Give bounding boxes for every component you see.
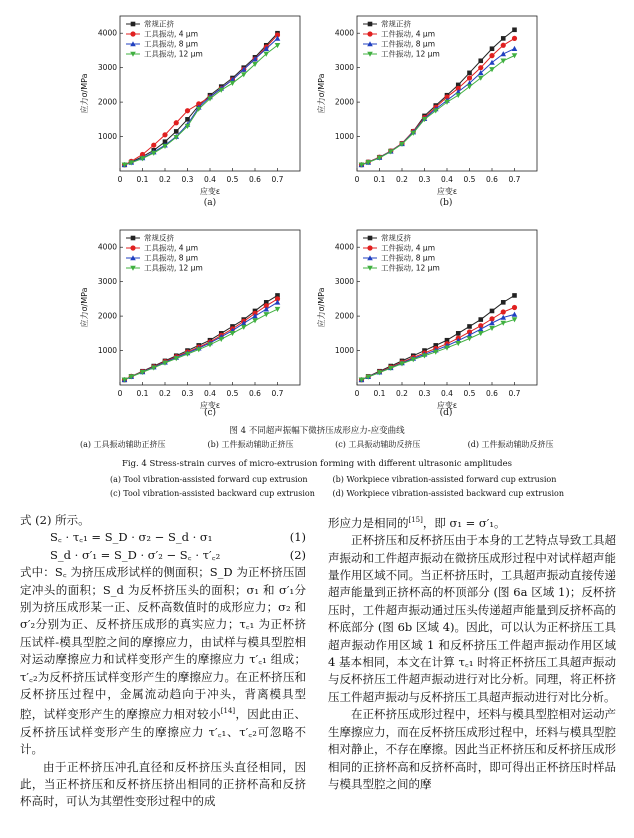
legend-label: 工件振动, 8 μm [381, 253, 436, 263]
x-tick-label: 0.6 [249, 389, 261, 398]
x-tick-label: 0.6 [486, 389, 498, 398]
series-3 [359, 317, 518, 382]
reference-14: [14] [220, 707, 236, 716]
chart-panel-d [312, 222, 552, 412]
y-axis-label: 应力σ/MPa [80, 73, 89, 114]
data-point [455, 93, 461, 98]
left-intro: 式 (2) 所示。 [20, 513, 90, 527]
x-tick-label: 0.2 [396, 175, 408, 184]
legend-marker [131, 22, 136, 27]
subcaption-cn-b: (b) 工件振动辅助正挤压 [207, 440, 294, 449]
legend-label: 工件振动, 8 μm [381, 39, 436, 49]
data-point [512, 305, 517, 310]
left-paragraph-1 [20, 564, 306, 758]
right-paragraph-1: 正杯挤压和反杯挤压由于本身的工艺特点导致工具超声振动和工件超声振动在微挤压成形过程中对试样超声能量作用区域不同。当正杯挤压时，工具超声振动直接传递超声能量到正挤杯高的杯顶部分 (图 6a 区域 1)；反杯挤压时，工件超声振动通过压头传递超声能量到反挤杯高的杯底部分 (图 6b 区域 4)。因此，可以认为正杯挤压工具超声振动作用区域 1 和反杯挤压工件超声振动作用区域 4 基本相同，本文在计算 τ꜀₁ 时将正杯挤压工具超声振动与反杯挤压工件超声振动进行对比分析。同理，将正杯挤压工件超声振动与反杯挤压工具超声振动进行对比分析。 [328, 533, 616, 704]
x-tick-label: 0.4 [204, 175, 216, 184]
x-tick-label: 0 [117, 175, 123, 184]
x-tick-label: 0 [354, 175, 360, 184]
x-tick-label: 0.1 [136, 389, 149, 398]
figure-subcaptions-cn [80, 438, 600, 452]
x-tick-label: 0.6 [486, 175, 498, 184]
data-point [467, 75, 472, 80]
legend-marker [131, 236, 136, 241]
panel-label-b: (b) [439, 198, 453, 208]
y-tick-label: 3000 [97, 277, 117, 287]
y-axis-label: 应力σ/MPa [80, 287, 89, 328]
panel-label-d: (d) [439, 408, 453, 418]
x-tick-label: 0.3 [418, 389, 431, 398]
x-tick-label: 0.7 [508, 175, 521, 184]
legend-label: 工件振动, 12 μm [381, 263, 440, 273]
data-point [467, 324, 472, 329]
chart-a [75, 8, 315, 198]
legend-marker [367, 245, 372, 250]
left-paragraph-1-tail: ，因此由正、反杯挤压试样变形产生的摩擦应力 τ′꜀₁、τ′꜀₂可忽略不计。 [20, 707, 306, 757]
figure-caption-cn: 图 4 不同超声振幅下微挤压成形应力-应变曲线 [229, 426, 405, 436]
x-tick-label: 0.2 [159, 389, 171, 398]
data-point [162, 132, 167, 137]
chart-b [312, 8, 552, 198]
legend-label: 工具振动, 12 μm [144, 263, 203, 273]
x-axis-label: 应变ε [436, 187, 458, 196]
chart-panel-a [75, 8, 315, 198]
x-axis-label: 应变ε [199, 401, 221, 410]
x-tick-label: 0.1 [373, 389, 386, 398]
panel-label-a: (a) [203, 198, 217, 208]
left-paragraph-2: 由于正杯挤压冲孔直径和反杯挤压头直径相同，因此，当正杯挤压和反杯挤压挤出相同的正挤杯高和反挤杯高时，可认为其塑性变形过程中的成 [20, 759, 306, 809]
data-point [501, 36, 506, 41]
x-tick-label: 0.2 [159, 175, 171, 184]
data-point [501, 300, 506, 305]
y-tick-label: 1000 [97, 132, 117, 142]
x-tick-label: 0.7 [271, 389, 284, 398]
legend-marker [130, 31, 135, 36]
data-point [512, 46, 518, 51]
right-paragraph-2: 在正杯挤压成形过程中，坯料与模具型腔相对运动产生摩擦应力，而在反杯挤压成形过程中，坯料与模具型腔相对静止，不存在摩擦。因此当正杯挤压和反杯挤压成形相同的正挤杯高和反挤杯高时，即可得出正杯挤压时样品与模具型腔之间的摩 [328, 707, 616, 791]
figure-caption-en: Fig. 4 Stress-strain curves of micro-extrusion forming with different ultrasonic amplitudes [121, 459, 513, 469]
data-point [230, 81, 236, 86]
data-point [512, 293, 517, 298]
x-tick-label: 0.5 [226, 389, 239, 398]
y-tick-label: 1000 [97, 346, 117, 356]
data-point [241, 325, 247, 330]
subcaption-en-c: (c) Tool vibration-assisted backward cup extrusion [110, 489, 315, 498]
legend-label: 常规反挤 [144, 233, 174, 243]
legend-label: 工具振动, 4 μm [144, 29, 199, 39]
equation-1-body: S꜀ · τ꜀₁ = S_D · σ₂ − S_d · σ₁ [50, 530, 213, 545]
x-tick-label: 0.5 [226, 175, 239, 184]
x-tick-label: 0.3 [181, 389, 194, 398]
data-point [151, 143, 156, 148]
subcaption-cn-c: (c) 工具振动辅助反挤压 [335, 440, 421, 449]
panel-label-c: (c) [203, 408, 217, 418]
equation-2-body: S_d · σ′₁ = S_D · σ′₂ − S꜀ · τ′꜀₂ [50, 547, 221, 562]
legend-label: 工具振动, 12 μm [144, 49, 203, 59]
legend-marker [367, 31, 372, 36]
chart-panel-b [312, 8, 552, 198]
x-tick-label: 0.5 [463, 175, 476, 184]
data-point [467, 336, 473, 341]
legend-marker [368, 22, 373, 27]
y-tick-label: 2000 [97, 97, 117, 107]
y-axis-label: 应力σ/MPa [317, 287, 326, 328]
data-point [489, 320, 495, 325]
data-point [489, 326, 495, 331]
equation-2-number: (2) [289, 547, 306, 562]
y-tick-label: 3000 [97, 63, 117, 73]
legend-label: 工件振动, 4 μm [381, 243, 436, 253]
data-point [467, 71, 472, 76]
data-point [174, 120, 179, 125]
x-tick-label: 0.3 [418, 175, 431, 184]
data-point [512, 27, 517, 32]
y-tick-label: 4000 [97, 28, 117, 38]
data-point [490, 46, 495, 51]
equation-1 [20, 529, 306, 546]
y-axis-label: 应力σ/MPa [317, 73, 326, 114]
data-point [185, 108, 190, 113]
x-tick-label: 0.2 [396, 389, 408, 398]
series-line [362, 56, 515, 165]
subcaption-cn-d: (d) 工件振动辅助反挤压 [467, 440, 554, 449]
x-tick-label: 0.1 [373, 175, 386, 184]
legend-label: 工件振动, 4 μm [381, 29, 436, 39]
x-tick-label: 0.3 [181, 175, 194, 184]
data-point [218, 337, 224, 342]
x-tick-label: 0.1 [136, 175, 149, 184]
x-tick-label: 0 [354, 389, 360, 398]
equation-2 [20, 547, 306, 564]
data-point [478, 331, 484, 336]
series-line [125, 295, 278, 379]
data-point [500, 321, 506, 326]
x-tick-label: 0.4 [441, 175, 453, 184]
x-tick-label: 0.4 [204, 389, 216, 398]
series-line [362, 295, 515, 379]
y-tick-label: 4000 [97, 242, 117, 252]
legend-label: 常规正挤 [144, 19, 174, 29]
figure-subcaptions-en [110, 473, 580, 501]
subcaption-en-b: (b) Workpiece vibration-assisted forward cup extrusion [332, 475, 557, 484]
data-point [478, 58, 483, 63]
data-point [500, 51, 506, 56]
data-point [185, 117, 190, 122]
x-tick-label: 0.7 [508, 389, 521, 398]
x-tick-label: 0.7 [271, 175, 284, 184]
series-0 [359, 293, 517, 382]
data-point [174, 129, 179, 134]
right-paragraph-0-tail: ，即 σ₁ = σ′₁。 [422, 515, 506, 530]
chart-d [312, 222, 552, 412]
data-point [501, 43, 506, 48]
left-paragraph-1-body: 式中：S꜀ 为挤压成形试样的侧面积；S_D 为正杯挤压固定冲头的面积；S_d 为反杯挤压头的面积；σ₁ 和 σ′₁分别为挤压成形某一正、反杯高数值时的成形应力；σ₂ 和 σ′₂分别为正、反杯挤压成形的真实应力；τ꜀₁ 为正杯挤压试样-模具型腔之间的摩擦应力，由试样与模具型腔相对运动摩擦应力和试样变形产生的摩擦应力 τ′꜀₁ 组成；τ′꜀₂为反杯挤压试样变形产生的摩擦应力。在正杯挤压和反杯挤压过程中，金属流动趋向于冲头，背离模具型腔，试样变形产生的摩擦应力相对较小 [20, 565, 306, 722]
chart-panel-c [75, 222, 315, 412]
x-axis-label: 应变ε [199, 187, 221, 196]
y-tick-label: 1000 [334, 346, 354, 356]
legend-label: 常规正挤 [381, 19, 411, 29]
data-point [456, 331, 461, 336]
data-point [263, 312, 269, 317]
legend-label: 工具振动, 4 μm [144, 243, 199, 253]
data-point [275, 307, 281, 312]
data-point [489, 53, 494, 58]
reference-15: [15] [408, 516, 423, 524]
right-paragraph-0-body: 形应力是相同的 [328, 515, 409, 530]
y-tick-label: 3000 [334, 277, 354, 287]
legend-marker [130, 245, 135, 250]
x-tick-label: 0.4 [441, 389, 453, 398]
data-point [478, 317, 483, 322]
x-tick-label: 0 [117, 389, 123, 398]
y-tick-label: 4000 [334, 28, 354, 38]
data-point [490, 309, 495, 314]
left-column [20, 512, 306, 811]
subcaption-cn-a: (a) 工具振动辅助正挤压 [80, 440, 166, 449]
subcaption-en-d: (d) Workpiece vibration-assisted backward cup extrusion [332, 489, 564, 498]
chart-c [75, 222, 315, 412]
right-paragraph-0 [328, 512, 616, 532]
series-0 [122, 293, 280, 382]
y-tick-label: 3000 [334, 63, 354, 73]
legend-label: 工具振动, 8 μm [144, 253, 199, 263]
data-point [512, 36, 517, 41]
legend-label: 工具振动, 8 μm [144, 39, 199, 49]
x-tick-label: 0.6 [249, 175, 261, 184]
legend-marker [368, 236, 373, 241]
y-tick-label: 2000 [334, 97, 354, 107]
legend-label: 常规反挤 [381, 233, 411, 243]
series-line [362, 49, 515, 165]
y-tick-label: 4000 [334, 242, 354, 252]
data-point [230, 331, 236, 336]
y-tick-label: 1000 [334, 132, 354, 142]
x-axis-label: 应变ε [436, 401, 458, 410]
data-point [252, 318, 258, 323]
subcaption-en-a: (a) Tool vibration-assisted forward cup extrusion [110, 475, 308, 484]
data-point [512, 312, 518, 317]
data-point [501, 309, 506, 314]
legend-label: 工件振动, 12 μm [381, 49, 440, 59]
right-column [328, 512, 616, 793]
x-tick-label: 0.5 [463, 389, 476, 398]
y-tick-label: 2000 [334, 311, 354, 321]
y-tick-label: 2000 [97, 311, 117, 321]
data-point [478, 65, 483, 70]
equation-1-number: (1) [289, 530, 306, 545]
data-point [512, 53, 518, 58]
